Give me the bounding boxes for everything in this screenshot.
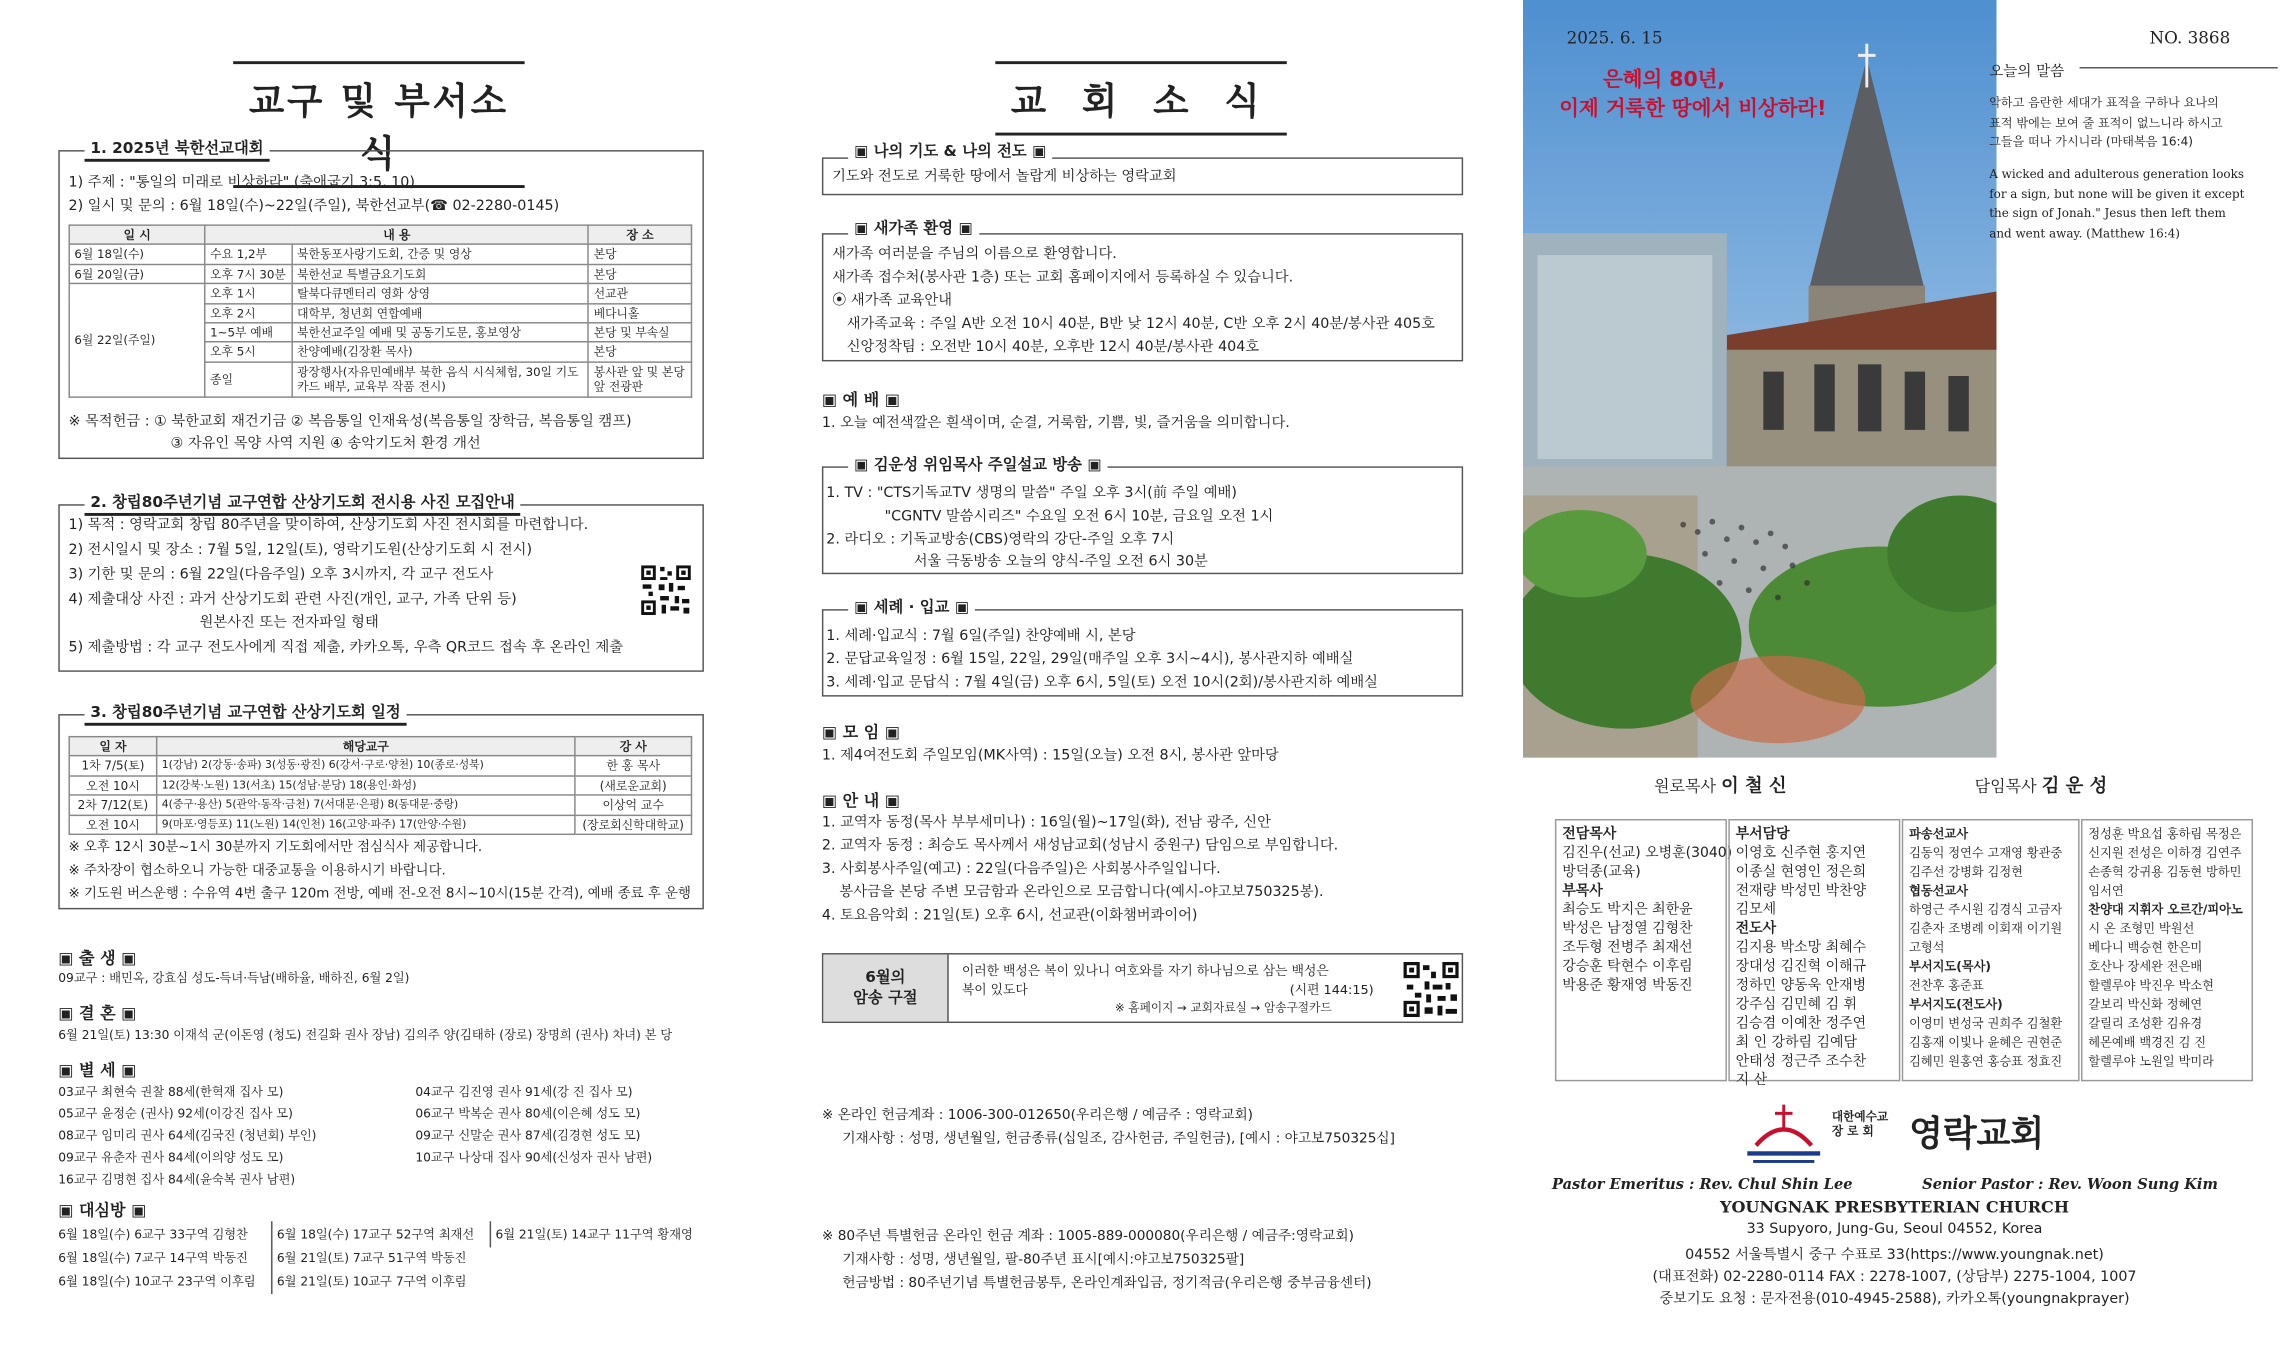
notice-line: 4. 토요음악회 : 21일(토) 오후 6시, 선교관(이화챔버콰이어) [821, 907, 1198, 924]
staff-names: 정하민 양동욱 안재병 [1735, 977, 1867, 994]
death-item: 06교구 박복순 권사 80세(이은혜 성도 모) [415, 1106, 641, 1121]
visit-item: 6월 18일(수) 17교구 52구역 최재선 [276, 1227, 475, 1242]
s2-line: 3) 기한 및 문의 : 6월 22일(다음주일) 오후 3시까지, 각 교구 전도사 [68, 566, 494, 583]
welcome-line: ⦿ 새가족 교육안내 [832, 292, 953, 309]
visit-title-text: 대심방 [79, 1200, 126, 1220]
baptism-line: 3. 세례·입교 문답식 : 7월 4일(금) 오후 6시, 5일(토) 오전 10시(2회)/봉사관지하 예배실 [826, 674, 1378, 691]
staff-heading: 전담목사 [1562, 826, 1617, 843]
staff-heading: 부목사 [1562, 883, 1603, 900]
emeritus-name: 이 철 신 [1721, 773, 1787, 796]
td: 수요 1,2부 [205, 245, 292, 265]
staff-box [2081, 819, 2253, 1081]
emeritus-label: 원로목사 [1654, 776, 1716, 796]
prayer-text: 기도와 전도로 거룩한 땅에서 놀랍게 비상하는 영락교회 [832, 169, 1177, 186]
section-photo-exhibit [58, 504, 704, 672]
death-item: 09교구 유춘자 권사 84세(이의양 성도 모) [58, 1149, 284, 1165]
church-en: YOUNGNAK PRESBYTERIAN CHURCH [1720, 1197, 2069, 1217]
staff-names: 김혜민 원홍연 홍승표 정효진 [1909, 1053, 2063, 1069]
staff-names: 이영호 신주현 홍지연 [1735, 845, 1867, 862]
qr-code-icon[interactable] [1402, 960, 1460, 1018]
s1-table [68, 224, 692, 397]
issue-number: NO. 3868 [2149, 27, 2231, 49]
visit-item: 6월 21일(토) 7교구 51구역 박동진 [276, 1250, 467, 1265]
td: 본당 및 부속실 [589, 323, 692, 343]
staff-names: 할렐루야 박진우 박소현 [2088, 977, 2214, 993]
td: 북한선교 특별금요기도회 [292, 264, 589, 284]
td: 6월 20일(금) [69, 264, 205, 284]
visit-item: 6월 21일(토) 14교구 11구역 황재영 [495, 1227, 693, 1242]
memory-verse: 이러한 백성은 복이 있나니 여호와를 자기 하나님으로 삼는 백성은 [961, 964, 1329, 980]
baptism-title-text: 세례 · 입교 [873, 598, 950, 617]
logo-denomination [1832, 1110, 1888, 1139]
welcome-title: ▣ 새가족 환영 ▣ [848, 220, 978, 239]
td: 1차 7/5(토) [69, 756, 156, 776]
th: 해당교구 [157, 737, 575, 757]
staff-heading: 협동선교사 [1909, 883, 1969, 898]
broadcast-line: 서울 극동방송 오늘의 양식-주일 오전 6시 30분 [913, 553, 1208, 570]
staff-names: 김모세 [1735, 902, 1777, 919]
offering-line: 기재사항 : 성명, 생년월일, 헌금종류(십일조, 감사헌금, 주일헌금), [예시 : 야고보750325십] [842, 1130, 1395, 1147]
td: 9(마포·영등포) 11(노원) 14(인천) 16(고양·파주) 17(안양·수원) [157, 815, 575, 835]
s2-line: 5) 제출방법 : 각 교구 전도사에게 직접 제출, 카카오톡, 우측 QR코드 접속 후 온라인 제출 [68, 639, 624, 656]
th: 강 사 [575, 737, 692, 757]
death-title-text: 별 세 [79, 1060, 116, 1080]
staff-names: 최승도 박지은 최한윤 [1562, 902, 1693, 919]
meeting-title: ▣ 모 임 ▣ [821, 722, 900, 742]
staff-names: 김주선 강병화 김정현 [1909, 864, 2023, 879]
staff-names: 정성훈 박요섭 홍하림 목정은 [2088, 826, 2242, 841]
issue-date: 2025. 6. 15 [1566, 27, 1663, 49]
td: 1(강남) 2(강동·송파) 3(성동·광진) 6(강서·구로·양천) 10(종로·성북) [157, 756, 575, 776]
staff-heading: 부서담당 [1735, 826, 1790, 843]
logo-line: 대한예수교 [1831, 1110, 1889, 1124]
s1-title: 1. 2025년 북한선교대회 [85, 140, 270, 162]
left-column [0, 0, 714, 1346]
staff-names: 김승겸 이예찬 정주연 [1735, 1015, 1867, 1032]
section-prayer-schedule [58, 714, 704, 909]
th: 일 시 [69, 225, 205, 245]
notice-line: 3. 사회봉사주일(예고) : 22일(다음주일)은 사회봉사주일입니다. [821, 861, 1221, 878]
special-offering-line: 헌금방법 : 80주년기념 특별헌금봉투, 온라인계좌입금, 정기적금(우리은행 중부금융센터) [842, 1275, 1372, 1292]
td: 종일 [205, 362, 292, 397]
visit-item: 6월 18일(수) 6교구 33구역 김형찬 [58, 1227, 248, 1242]
td: 봉사관 앞 및 본당 앞 전광판 [589, 362, 692, 397]
s2-line: 4) 제출대상 사진 : 과거 산상기도회 관련 사진(개인, 교구, 가족 단위 등) [68, 591, 517, 608]
death-item: 05교구 윤정순 (권사) 92세(이강진 집사 모) [58, 1106, 293, 1121]
birth-title: ▣ 출 생 ▣ [58, 948, 137, 968]
section-prayer [822, 157, 1463, 195]
phone: (대표전화) 02-2280-0114 FAX : 2278-1007, (상담부) 2275-1004, 1007 [1652, 1269, 2137, 1286]
staff-names: 이영미 변성국 권희주 김철환 [1909, 1015, 2063, 1031]
s3-note: ※ 오후 12시 30분~1시 30분까지 기도회에서만 점심식사 제공합니다. [68, 839, 483, 856]
staff-names: 호산나 장세완 전은배 [2088, 958, 2203, 974]
qr-code-icon[interactable] [640, 564, 692, 616]
notice-title: ▣ 안 내 ▣ [821, 791, 900, 811]
birth-text: 09교구 : 배민옥, 강효심 성도-득녀·득남(배하율, 배하진, 6월 2일) [58, 970, 410, 986]
s1-line: 1) 주제 : "통일의 미래로 비상하라" (출애굽기 3:5, 10) [68, 174, 415, 191]
staff-names: 김진우(선교) 오병훈(3040) [1562, 845, 1733, 862]
word-en-line: and went away. (Matthew 16:4) [1989, 225, 2180, 240]
word-en-line: for a sign, but none will be given it except [1989, 185, 2245, 201]
memory-verse: 복이 있도다 [961, 983, 1028, 999]
offering-line: ※ 온라인 헌금계좌 : 1006-300-012650(우리은행 / 예금주 : 영락교회) [821, 1107, 1254, 1124]
worship-text: 1. 오늘 예전색깔은 흰색이며, 순결, 거룩함, 기쁨, 빛, 즐거움을 의미합니다. [821, 415, 1290, 432]
s2-title: 2. 창립80주년기념 교구연합 산상기도회 전시용 사진 모집안내 [85, 494, 521, 516]
logo-name: 영락교회 [1909, 1113, 2045, 1155]
church-logo-icon [1741, 1102, 1826, 1169]
middle-column [816, 0, 1472, 1346]
wedding-title: ▣ 결 혼 ▣ [58, 1004, 137, 1024]
logo-line: 장 로 회 [1831, 1125, 1874, 1139]
death-title: ▣ 별 세 ▣ [58, 1060, 137, 1080]
s1-line: 2) 일시 및 문의 : 6월 18일(수)~22일(주일), 북한선교부(☎ 02-2280-0145) [68, 198, 560, 215]
left-header: 교구 및 부서소식 [233, 61, 524, 188]
td: (새로운교회) [575, 776, 692, 796]
prayer-title: ▣ 나의 기도 & 나의 전도 ▣ [848, 143, 1052, 162]
word-rule [2080, 67, 2278, 68]
td: 한 홍 목사 [575, 756, 692, 776]
s3-note: ※ 기도원 버스운행 : 수유역 4번 출구 120m 전방, 예배 전-오전 8시~10시(15분 간격), 예배 종료 후 운행 [68, 886, 691, 903]
td: 1~5부 예배 [205, 323, 292, 343]
senior-pastor [1975, 771, 2108, 797]
staff-names: 손종혁 강귀용 김동현 방하민 [2088, 864, 2242, 879]
memory-link[interactable]: ※ 홈페이지 → 교회자료실 → 암송구절카드 [1114, 1001, 1332, 1015]
staff-names: 갈보리 박신화 정혜연 [2088, 996, 2203, 1012]
prayer-request: 중보기도 요청 : 문자전용(010-4945-2588), 카카오톡(youngnakprayer) [1659, 1291, 2130, 1308]
memory-label-1: 6월의 [865, 969, 906, 987]
memory-label-2: 암송 구절 [853, 989, 918, 1007]
address-en: 33 Supyoro, Jung-Gu, Seoul 04552, Korea [1746, 1221, 2043, 1238]
s1-note: ③ 자유인 목양 사역 지원 ④ 송악기도처 환경 개선 [170, 435, 481, 452]
birth-title-text: 출 생 [79, 948, 116, 968]
meeting-text: 1. 제4여전도회 주일모임(MK사역) : 15일(오늘) 오전 8시, 봉사관 앞마당 [821, 747, 1279, 764]
s2-line: 원본사진 또는 전자파일 형태 [199, 614, 379, 632]
th: 내 용 [205, 225, 589, 245]
td: 선교관 [589, 284, 692, 304]
right-column [1523, 0, 2285, 1346]
word-ko-line: 악하고 음란한 세대가 표적을 구하나 요나의 [1989, 94, 2219, 110]
section-north-korea-mission [58, 150, 704, 459]
worship-title: ▣ 예 배 ▣ [821, 390, 900, 410]
broadcast-title: ▣ 김운성 위임목사 주일설교 방송 ▣ [848, 456, 1107, 475]
broadcast-line: "CGNTV 말씀시리즈" 수요일 오전 6시 10분, 금요일 오전 1시 [884, 508, 1274, 525]
staff-names: 방덕종(교육) [1562, 864, 1641, 881]
staff-names: 김지용 박소망 최혜수 [1735, 939, 1867, 956]
staff-names: 신지원 전성은 이하경 김연주 [2088, 845, 2242, 860]
staff-names: 베다니 백승현 한은미 [2088, 939, 2203, 955]
wedding-text: 6월 21일(토) 13:30 이재석 군(이돈영 (청도) 전길화 권사 장남) 김의주 양(김태하 (장로) 장명희 (권사) 차녀) 본 당 [58, 1027, 673, 1042]
word-ko-line: 표적 밖에는 보여 줄 표적이 없느니라 하시고 [1989, 114, 2223, 129]
s2-line: 2) 전시일시 및 장소 : 7월 5일, 12일(토), 영락기도원(산상기도회 시 전시) [68, 542, 533, 559]
senior-en: Senior Pastor : Rev. Woon Sung Kim [1922, 1177, 2218, 1194]
td: 탈북다큐멘터리 영화 상영 [292, 284, 589, 304]
td: 북한선교주일 예배 및 공동기도문, 홍보영상 [292, 323, 589, 343]
visit-item: 6월 21일(토) 10교구 7구역 이후림 [276, 1273, 467, 1289]
memory-label [823, 955, 948, 1022]
td: 오후 1시 [205, 284, 292, 304]
staff-names: 김홍재 이빛나 윤혜은 권현준 [1909, 1034, 2063, 1050]
senior-name: 김 운 성 [2041, 773, 2108, 796]
staff-names: 안태성 정근주 조수찬 [1735, 1053, 1867, 1070]
staff-names: 임서연 [2088, 883, 2124, 898]
staff-box [1902, 819, 2080, 1081]
welcome-line: 신앙정착팀 : 오전반 10시 40분, 오후반 12시 40분/봉사관 404호 [846, 339, 1260, 356]
td: 광장행사(자유민예배부 북한 음식 시식체험, 30일 기도카드 배부, 교육부 작품 전시) [292, 362, 589, 397]
staff-box [1555, 819, 1733, 1081]
staff-heading: 파송선교사 [1909, 826, 1969, 841]
staff-names: 전찬후 홍준표 [1909, 977, 1984, 993]
th: 일 자 [69, 737, 156, 757]
staff-names: 장대성 김진혁 이해규 [1735, 958, 1867, 975]
staff-names: 김춘자 조병례 이회재 이기원 [1909, 921, 2063, 936]
td: 본당 [589, 342, 692, 362]
staff-names: 이종실 현영인 정은희 [1735, 864, 1867, 881]
s3-note: ※ 주차장이 협소하오니 가능한 대중교통을 이용하시기 바랍니다. [68, 862, 446, 879]
td: 6월 22일(주일) [69, 284, 205, 397]
s3-title: 3. 창립80주년기념 교구연합 산상기도회 일정 [85, 704, 407, 726]
td: 2차 7/12(토) [69, 795, 156, 815]
slogan-line: 이제 거룩한 땅에서 비상하라! [1559, 97, 1827, 121]
staff-box [1728, 819, 1900, 1089]
staff-names: 강주심 김민혜 김 휘 [1735, 996, 1858, 1013]
notice-title-text: 안 내 [842, 791, 880, 811]
td: 오전 10시 [69, 815, 156, 835]
notice-line: 2. 교역자 동정 : 최승도 목사께서 새성남교회(성남시 중원구) 담임으로 부임합니다. [821, 837, 1339, 854]
staff-heading: 부서지도(목사) [1909, 958, 1991, 974]
staff-names: 조두형 전병주 최재선 [1562, 939, 1693, 956]
td: 오후 7시 30분 [205, 264, 292, 284]
death-item: 08교구 임미리 권사 64세(김국진 (청년회) 부인) [58, 1127, 317, 1143]
word-ko-line: 그들을 떠나 가시니라 (마태복음 16:4) [1989, 134, 2194, 149]
senior-label: 담임목사 [1974, 776, 2037, 796]
th: 장 소 [589, 225, 692, 245]
staff-names: 김동익 정연수 고재영 황관중 [1909, 845, 2063, 860]
notice-line: 봉사금을 본당 주변 모금함과 온라인으로 모금합니다(예시-야고보750325봉). [839, 884, 1324, 901]
slogan-line: 은혜의 80년, [1603, 68, 1726, 92]
staff-names: 할렐루야 노원일 박미라 [2088, 1053, 2214, 1069]
staff-names: 박용준 황재영 박동진 [1562, 977, 1693, 994]
staff-heading: 찬양대 지휘자 오르간/피아노 [2088, 902, 2243, 917]
death-item: 03교구 최현숙 권찰 88세(한혁재 집사 모) [58, 1084, 284, 1099]
baptism-line: 1. 세례·입교식 : 7월 6일(주일) 찬양예배 시, 본당 [826, 628, 1136, 645]
staff-names: 최 인 강하림 김예담 [1735, 1034, 1858, 1051]
staff-names: 헤몬예배 백경진 김 진 [2088, 1034, 2207, 1050]
td: 6월 18일(수) [69, 245, 205, 265]
section-welcome [822, 233, 1463, 361]
emeritus-pastor [1654, 771, 1787, 797]
td: 대학부, 청년회 연합예배 [292, 303, 589, 323]
staff-names: 지 산 [1735, 1072, 1768, 1089]
address-ko[interactable]: 04552 서울특별시 중구 수표로 33(https://www.youngnak.net) [1685, 1247, 2104, 1264]
middle-header: 교 회 소 식 [995, 61, 1286, 135]
staff-names: 시 온 조형민 박원선 [2088, 921, 2195, 936]
memory-verse-box [822, 953, 1463, 1023]
death-item: 04교구 김진영 권사 91세(강 진 집사 모) [415, 1084, 633, 1099]
word-english [1989, 165, 2244, 244]
td: 오후 5시 [205, 342, 292, 362]
td: 북한동포사랑기도회, 간증 및 영상 [292, 245, 589, 265]
visit-title: ▣ 대심방 ▣ [58, 1200, 147, 1220]
special-offering-line: 기재사항 : 성명, 생년월일, 팔-80주년 표시[예시:야고보750325팔] [842, 1251, 1245, 1268]
baptism-title: ▣ 세례 · 입교 ▣ [848, 599, 975, 618]
section-baptism [822, 609, 1463, 696]
td: 오전 10시 [69, 776, 156, 796]
section-broadcast [822, 466, 1463, 574]
td: 오후 2시 [205, 303, 292, 323]
s3-table [68, 736, 692, 835]
death-item: 16교구 김명현 집사 84세(윤숙복 권사 남편) [58, 1171, 296, 1187]
staff-names: 고형석 [1909, 939, 1945, 955]
broadcast-line: 2. 라디오 : 기독교방송(CBS)영락의 강단-주일 오후 7시 [826, 531, 1175, 548]
wedding-title-text: 결 혼 [79, 1004, 116, 1024]
welcome-title-text: 새가족 환영 [873, 220, 954, 238]
death-item: 10교구 나상대 집사 90세(신성자 권사 남편) [415, 1149, 653, 1165]
td: 본당 [589, 245, 692, 265]
welcome-line: 새가족 접수처(봉사관 1층) 또는 교회 홈페이지에서 등록하실 수 있습니다. [832, 269, 1294, 286]
td: 본당 [589, 264, 692, 284]
td: 4(중구·용산) 5(관악·동작·금천) 7(서대문·은평) 8(동대문·중랑) [157, 795, 575, 815]
welcome-line: 새가족 여러분을 주님의 이름으로 환영합니다. [832, 246, 1117, 263]
td: 이상억 교수 [575, 795, 692, 815]
broadcast-line: 1. TV : "CTS기독교TV 생명의 말씀" 주일 오후 3시(前 주일 예배) [826, 485, 1237, 502]
baptism-line: 2. 문답교육일정 : 6월 15일, 22일, 29일(매주일 오후 3시~4시), 봉사관지하 예배실 [826, 651, 1354, 668]
staff-names: 강승훈 탁현수 이후림 [1562, 958, 1693, 975]
broadcast-title-text: 김운성 위임목사 주일설교 방송 [873, 456, 1082, 474]
divider [271, 1221, 272, 1294]
memory-ref: (시편 144:15) [1289, 983, 1374, 999]
word-korean [1989, 93, 2222, 152]
visit-item: 6월 18일(수) 10교구 23구역 이후림 [58, 1273, 256, 1289]
notice-line: 1. 교역자 동정(목사 부부세미나) : 16일(월)~17일(화), 전남 광주, 신안 [821, 814, 1271, 831]
td: 12(강북·노원) 13(서초) 15(성남·분당) 18(용인·화성) [157, 776, 575, 796]
staff-names: 하영근 주시원 김경식 고금자 [1909, 902, 2063, 917]
divider [490, 1221, 491, 1247]
staff-heading: 전도사 [1735, 921, 1777, 938]
s1-note: ※ 목적헌금 : ① 북한교회 재건기금 ② 복음통일 인재육성(복음통일 장학금, 복음통일 캠프) [68, 413, 632, 430]
emeritus-en: Pastor Emeritus : Rev. Chul Shin Lee [1552, 1177, 1853, 1194]
prayer-title-text: 나의 기도 & 나의 전도 [873, 142, 1027, 161]
staff-heading: 부서지도(전도사) [1909, 996, 2003, 1012]
word-en-line: A wicked and adulterous generation looks [1989, 166, 2244, 181]
visit-item: 6월 18일(수) 7교구 14구역 박동진 [58, 1250, 248, 1265]
special-offering-line: ※ 80주년 특별헌금 온라인 헌금 계좌 : 1005-889-000080(우리은행 / 예금주:영락교회) [821, 1228, 1354, 1245]
staff-names: 박성은 남정열 김형찬 [1562, 921, 1693, 938]
welcome-line: 새가족교육 : 주일 A반 오전 10시 40분, B반 낮 12시 40분, C반 오후 2시 40분/봉사관 405호 [846, 316, 1435, 333]
death-item: 09교구 신말순 권사 87세(김경현 성도 모) [415, 1127, 641, 1143]
s2-line: 1) 목적 : 영락교회 창립 80주년을 맞이하여, 산상기도회 사진 전시회를 마련합니다. [68, 517, 589, 534]
meeting-title-text: 모 임 [842, 722, 880, 742]
td: (장로회신학대학교) [575, 815, 692, 835]
word-en-line: the sign of Jonah." Jesus then left them [1989, 205, 2226, 221]
td: 찬양예배(김장환 목사) [292, 342, 589, 362]
staff-names: 갈릴리 조성환 김유경 [2088, 1015, 2203, 1031]
worship-title-text: 예 배 [842, 390, 880, 410]
td: 베다니홀 [589, 303, 692, 323]
word-title: 오늘의 말씀 [1989, 64, 2065, 81]
staff-names: 전재량 박성민 박찬양 [1735, 883, 1867, 900]
